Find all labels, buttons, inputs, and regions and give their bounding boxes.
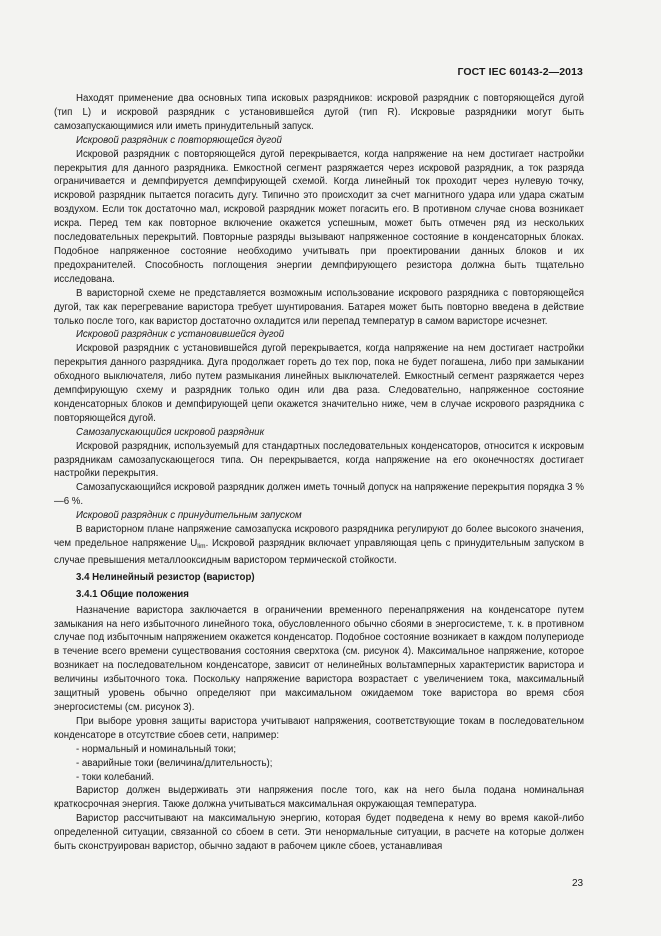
paragraph: Назначение варистора заключается в ограничении временного перенапряжения на конденсаторе путем замыкания на него избыточного линейного тока, обусловленного обычно сбоями в энергосистеме, т. к. в противном случае под избыточным напряжением окажется конденсатор. Подобное состояние возникает в каждом полупериоде в течение всего времени существования состояния сверхтока (см. рисунок 4). Максимальное напряжение, которое возникает на последовательном конденсаторе, зависит от нелинейных вольтамперных характеристик варистора и величины избыточного тока. Поскольку напряжение варистора возрастает с увеличением тока, максимальный защитный уровень обычно определяют при максимальном ожидаемом токе варистора во время сбоя энергосистемы (см. рисунок 3). xyxy=(54,604,584,713)
paragraph: При выборе уровня защиты варистора учитывают напряжения, соответствующие токам в последовательном конденсаторе в отсутствие сбоев сети, например: xyxy=(54,715,584,741)
list-item: - аварийные токи (величина/длительность); xyxy=(76,757,273,769)
subheading: Искровой разрядник с принудительным запуском xyxy=(76,510,302,522)
page-header: ГОСТ IEC 60143-2—2013 xyxy=(457,66,583,78)
subheading: Искровой разрядник с повторяющейся дугой xyxy=(76,134,282,146)
paragraph: В варисторной схеме не представляется возможным использование искрового разрядника с повторяющейся дугой, так как перегревание варистора требует шунтирования. Батарея может быть повторно введена в действие только после того, как варистор достаточно охладится или перепад температур в самом варисторе исчезнет. xyxy=(54,287,584,327)
paragraph: Искровой разрядник с повторяющейся дугой перекрывается, когда напряжение на нем достигает настройки перекрытия для данного разрядника. Емкостной сегмент разряжается через искровой разрядник, а ток разряда ограничивается и демпфируется демпфирующей схемой. Когда линейный ток проходит через нулевую точку, искровой разрядник пытается погасить дугу. Типично это происходит за счет магнитного удара или удара сжатым воздухом. Если ток достаточно мал, искровой разрядник может погасить его. В противном случае снова возникает искра. Перед тем как повторное включение окажется успешным, может быть отмечен ряд из нескольких последовательных перекрытий. Повторные разряды вызывают напряженное состояние в конденсаторных блоках. Подобное напряженное состояние необходимо учитывать при проектировании данных блоков и их предохранителей. Способность поглощения энергии демпфирующего резистора должна быть тщательно исследована. xyxy=(54,148,584,285)
paragraph: Самозапускающийся искровой разрядник должен иметь точный допуск на напряжение перекрытия порядка 3 %—6 %. xyxy=(54,482,584,508)
text-fragment: . Искровой разрядник включает управляющая цепь с принудительным запуском в случае превышения металлооксидным варистором термической стойкости. xyxy=(54,538,584,566)
subscript-lim: lim xyxy=(197,543,206,550)
paragraph: Искровой разрядник, используемый для стандартных последовательных конденсаторов, относится к искровым разрядникам самозапускающегося типа. Он перекрывается, когда напряжение на его оконечностях достигает настройки перекрытия. xyxy=(54,440,584,480)
paragraph: Искровой разрядник с установившейся дугой перекрывается, когда напряжение на нем достигает настройки перекрытия данного разрядника. Дуга продолжает гореть до тех пор, пока не будет погашена, либо при замыкании обходного выключателя, либо путем размыкания линейных выключателей. Емкостный сегмент разряжается через демпфирующую схему и разрядник только один или два раза. Следовательно, напряженное состояние конденсаторных блоков и демпфирующей цепи окажется значительно ниже, чем в случае искрового разрядника с повторяющейся дугой. xyxy=(54,343,584,424)
subheading: Искровой разрядник с установившейся дугой xyxy=(76,329,285,341)
list-item: - токи колебаний. xyxy=(76,771,155,783)
paragraph: Варистор рассчитывают на максимальную энергию, которая будет подведена к нему во время какой-либо определенной ситуации, связанной со сбоем в сети. Эти ненормальные ситуации, в расчете на которые должен быть сконструирован варистор, обычно задают в рабочем цикле сбоев, устанавливая xyxy=(54,813,584,853)
paragraph: Варистор должен выдерживать эти напряжения после того, как на него была подана номинальная краткосрочная энергия. Также должна учитываться максимальная окружающая температура. xyxy=(54,785,584,811)
list-item: - нормальный и номинальный токи; xyxy=(76,743,237,755)
paragraph-forced-trigger xyxy=(54,523,584,568)
page-number: 23 xyxy=(572,878,584,889)
section-heading-3-4-1: 3.4.1 Общие положения xyxy=(76,588,189,600)
section-heading-3-4: 3.4 Нелинейный резистор (варистор) xyxy=(76,571,255,583)
text-fragment: В варисторном плане напряжение самозапуска искрового разрядника регулируют до более высокого значения, чем предельное напряжение U xyxy=(54,524,584,549)
subheading: Самозапускающийся искровой разрядник xyxy=(76,426,265,438)
paragraph: Находят применение два основных типа исковых разрядников: искровой разрядник с повторяющейся дугой (тип L) и искровой разрядник с установившейся дугой (тип R). Искровые разрядники могут быть самозапускающимися или иметь принудительный запуск. xyxy=(54,93,584,132)
page-content xyxy=(54,92,584,854)
